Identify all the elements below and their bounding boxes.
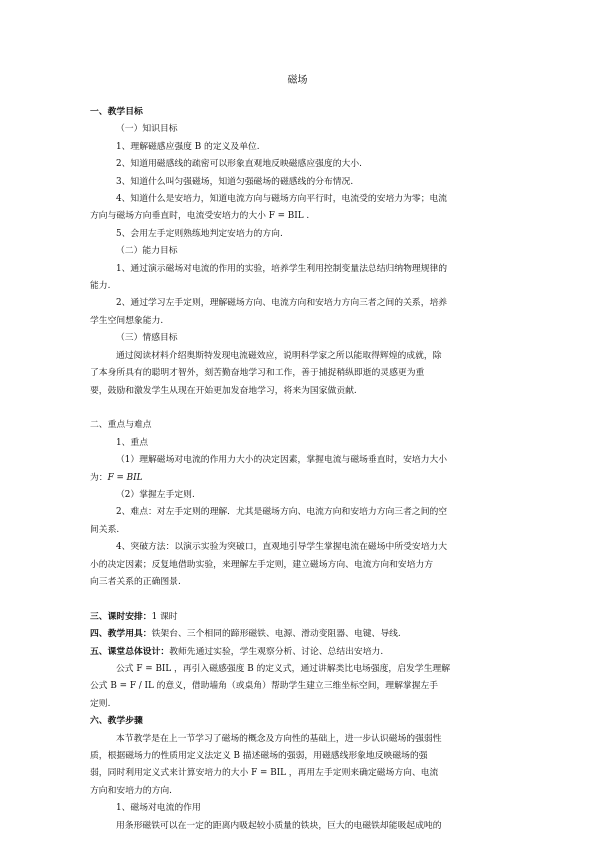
section-heading-steps: 六、教学步骤 (90, 716, 143, 727)
difficulty-line-2: 间关系. (90, 524, 120, 535)
breakthrough-line-3: 向三者关系的正确图景. (90, 576, 181, 587)
design-line (90, 644, 505, 661)
section-heading-design: 五、课堂总体设计： (90, 646, 170, 657)
breakthrough-line-2: 小的决定因素；反复地借助实验，来理解左手定则，建立磁场方向、电流方向和安培力方 (90, 559, 434, 570)
formula-f-bil: F = BIL (107, 472, 143, 483)
spacer (90, 591, 505, 608)
steps-line-3: 弱，同时利用定义式来计算安培力的大小 F = BIL ，再用左手定则来确定磁场方向、电流 (90, 768, 439, 779)
subheading-knowledge: （一）知识目标 (116, 124, 178, 135)
emotion-line-3: 要，鼓励和激发学生从现在开始更加发奋地学习，将来为国家做贡献. (90, 385, 357, 396)
section-heading-schedule: 三、课时安排： (90, 611, 152, 622)
subheading-emotion: （三）情感目标 (116, 333, 178, 344)
key-point-1-line2 (90, 470, 505, 487)
section-heading-key-points: 二、重点与难点 (90, 420, 152, 431)
steps-line-1: 本节教学是在上一节学习了磁场的概念及方向性的基础上，进一步认识磁场的强弱性 (116, 733, 442, 744)
design-text: 教师先通过实验，学生观察分析、讨论、总结出安培力. (169, 646, 384, 657)
schedule-text: 1 课时 (151, 611, 178, 622)
knowledge-item-1: 1、理解磁感应强度 B 的定义及单位. (116, 141, 260, 152)
difficulty-line-1: 2、难点：对左手定则的理解．尤其是磁场方向、电流方向和安培力方向三者之间的空 (116, 507, 448, 518)
key-point-1-line1: （1）理解磁场对电流的作用力大小的决定因素，掌握电流与磁场垂直时，安培力大小 (116, 455, 448, 466)
ability-item-2-line1: 2、通过学习左手定则，理解磁场方向、电流方向和安培力方向三者之间的关系，培养 (116, 298, 448, 309)
design-formula-line-3: 定则. (90, 698, 111, 709)
design-formula-line-2: 公式 B = F / IL 的意义，借助墙角（或桌角）帮助学生建立三维坐标空间，理解掌握左手 (90, 681, 439, 692)
steps-line-4: 方向和安培力的方向. (90, 785, 172, 796)
spacer (90, 400, 505, 417)
knowledge-item-4-line2: 方向与磁场方向垂直时，电流受安培力的大小 F = BIL . (90, 211, 310, 222)
ability-item-1-line2: 能力. (90, 281, 111, 292)
tools-text: 铁架台、三个相同的蹄形磁铁、电源、滑动变阻器、电键、导线. (151, 629, 401, 640)
steps-line-2: 质，根据磁场力的性质用定义法定义 B 描述磁场的强弱，用磁感线形象地反映磁场的强 (90, 751, 428, 761)
key-point-heading: 1、重点 (116, 437, 148, 448)
tools-line (90, 626, 505, 643)
steps-subheading-1: 1、磁场对电流的作用 (116, 803, 201, 814)
key-point-1-prefix: 为： (90, 472, 108, 483)
section-heading-tools: 四、教学用具： (90, 629, 152, 640)
knowledge-item-5: 5、会用左手定则熟练地判定安培力的方向. (116, 228, 283, 239)
emotion-line-2: 了本身所具有的聪明才智外，刻苦勤奋地学习和工作，善于捕捉稍纵即逝的灵感更为重 (90, 368, 425, 379)
knowledge-item-4-line1: 4、知道什么是安培力，知道电流方向与磁场方向平行时，电流受的安培力为零；电流 (116, 194, 448, 205)
page-title: 磁场 (287, 75, 308, 86)
key-point-2: （2）掌握左手定则. (116, 489, 195, 500)
ability-item-2-line2: 学生空间想象能力. (90, 315, 164, 326)
subheading-ability: （二）能力目标 (116, 246, 178, 257)
schedule-line (90, 609, 505, 626)
design-formula-line-1: 公式 F = BIL ，再引入磁感强度 B 的定义式，通过讲解类比电场强度，启发学生理解 (116, 663, 450, 674)
ability-item-1-line1: 1、通过演示磁场对电流的作用的实验，培养学生利用控制变量法总结归纳物理规律的 (116, 263, 448, 274)
steps-line-6: 用条形磁铁可以在一定的距离内吸起较小质量的铁块，巨大的电磁铁却能吸起成吨的 (116, 820, 442, 831)
knowledge-item-2: 2、知道用磁感线的疏密可以形象直观地反映磁感应强度的大小. (116, 159, 362, 170)
knowledge-item-3: 3、知道什么叫匀强磁场，知道匀强磁场的磁感线的分布情况. (116, 176, 354, 187)
emotion-line-1: 通过阅读材料介绍奥斯特发现电流磁效应，说明科学家之所以能取得辉煌的成就，除 (116, 350, 442, 361)
document-body (90, 104, 505, 835)
section-heading-objectives: 一、教学目标 (90, 107, 143, 117)
breakthrough-line-1: 4、突破方法：以演示实验为突破口，直观地引导学生掌握电流在磁场中所受安培力大 (116, 542, 448, 553)
